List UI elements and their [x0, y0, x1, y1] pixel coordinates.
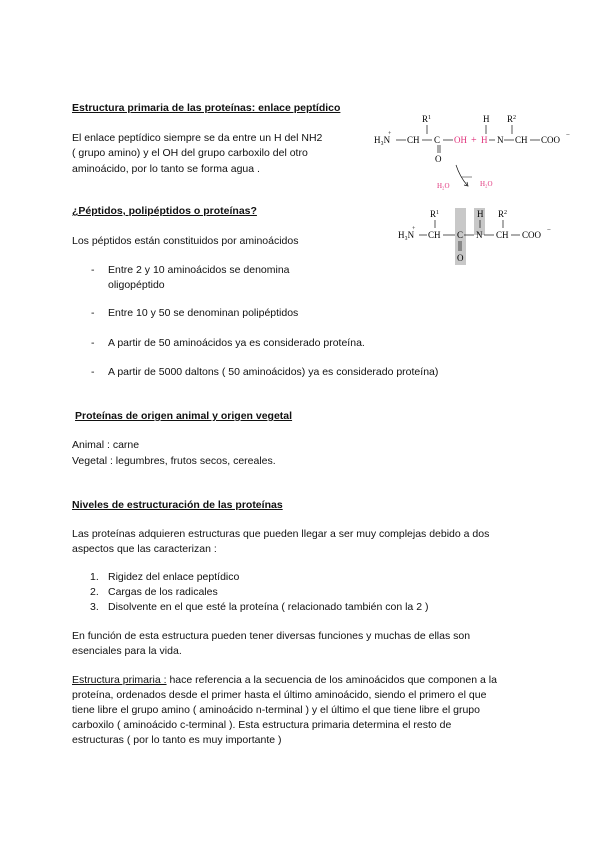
negative-charge: − [547, 226, 551, 234]
n-label: N [497, 135, 504, 145]
negative-charge: − [566, 131, 570, 139]
h-label: H [477, 209, 484, 219]
body-line: Los péptidos están constituidos por aminoácidos [72, 235, 299, 247]
ch-label: CH [428, 230, 441, 240]
list-item-continuation: oligopéptido [108, 279, 165, 291]
ch-label: CH [496, 230, 509, 240]
primary-structure-text: hace referencia a la secuencia de los aminoácidos que componen a la [166, 674, 497, 686]
body-line: Animal : carne [72, 439, 140, 451]
list-item: Entre 10 y 50 se denominan polipéptidos [108, 307, 299, 319]
list-dash: - [91, 264, 95, 276]
section-heading-peptide-bond: Estructura primaria de las proteínas: enlace peptídico [72, 102, 341, 114]
coo-label: COO [522, 230, 542, 240]
list-number: 3. [90, 601, 99, 613]
positive-charge: + [388, 131, 392, 137]
c-label: C [434, 135, 441, 145]
body-line: aspectos que las caracterizan : [72, 543, 217, 555]
list-item: Rigidez del enlace peptídico [108, 571, 240, 583]
o-label: O [435, 154, 442, 164]
r2-label: $R^2$ [498, 209, 508, 219]
o-label: O [457, 253, 464, 263]
ch-label: CH [515, 135, 528, 145]
peptide-bond-diagram [360, 105, 590, 265]
list-item: Disolvente en el que esté la proteína ( relacionado también con la 2 ) [108, 601, 429, 613]
body-line: esenciales para la vida. [72, 645, 182, 657]
list-number: 2. [90, 586, 99, 598]
body-line: estructuras ( por lo tanto es muy importante ) [72, 734, 282, 746]
r1-label: $R^1$ [430, 209, 440, 219]
body-line: aminoácido, por lo tanto se forma agua . [72, 163, 260, 175]
section-heading-peptides: ¿Péptidos, polipéptidos o proteínas? [72, 205, 257, 217]
section-heading-structure-levels: Niveles de estructuración de las proteínas [72, 499, 283, 511]
coo-label: COO [541, 135, 561, 145]
section-heading-protein-origin: Proteínas de origen animal y origen vegetal [75, 410, 293, 422]
h-label: H [481, 135, 488, 145]
body-line: proteína, ordenados desde el primer hasta el último aminoácido, siendo el primero el que [72, 689, 487, 701]
plus-sign: + [471, 135, 477, 146]
body-line: Vegetal : legumbres, frutos secos, cereales. [72, 455, 276, 467]
water-left-label: H₂O [437, 182, 450, 190]
primary-structure-first-line [72, 673, 497, 688]
h3n-label: H₃N [374, 135, 391, 145]
n-label: N [476, 230, 483, 240]
body-line: Las proteínas adquieren estructuras que pueden llegar a ser muy complejas debido a dos [72, 528, 490, 540]
list-item: A partir de 50 aminoácidos ya es considerado proteína. [108, 337, 365, 349]
body-line: tiene libre el grupo amino ( aminoácido n-terminal ) y el último el que tiene libre el grupo [72, 704, 480, 716]
body-line: carboxilo ( aminoácido c-terminal ). Esta estructura primaria determina el resto de [72, 719, 452, 731]
curved-arrow-icon [456, 165, 467, 185]
list-dash: - [91, 337, 95, 349]
h-top-label: H [483, 114, 490, 124]
list-item: A partir de 5000 daltons ( 50 aminoácidos) ya es considerado proteína) [108, 366, 439, 378]
list-dash: - [91, 366, 95, 378]
list-item: Cargas de los radicales [108, 586, 218, 598]
body-line: El enlace peptídico siempre se da entre un H del NH2 [72, 132, 323, 144]
list-item: Entre 2 y 10 aminoácidos se denomina [108, 264, 290, 276]
body-line: En función de esta estructura pueden tener diversas funciones y muchas de ellas son [72, 630, 471, 642]
water-right-label: H₂O [480, 180, 493, 188]
r1-label: $R^1$ [422, 114, 432, 124]
list-dash: - [91, 307, 95, 319]
list-number: 1. [90, 571, 99, 583]
oh-label: OH [454, 135, 467, 145]
primary-structure-label: Estructura primaria : [72, 674, 167, 686]
c-label: C [457, 230, 464, 240]
positive-charge: + [412, 226, 416, 232]
r2-label: $R^2$ [507, 114, 517, 124]
ch-label: CH [407, 135, 420, 145]
body-line: ( grupo amino) y el OH del grupo carboxilo del otro [72, 147, 308, 159]
h3n-label: H₃N [398, 230, 415, 240]
